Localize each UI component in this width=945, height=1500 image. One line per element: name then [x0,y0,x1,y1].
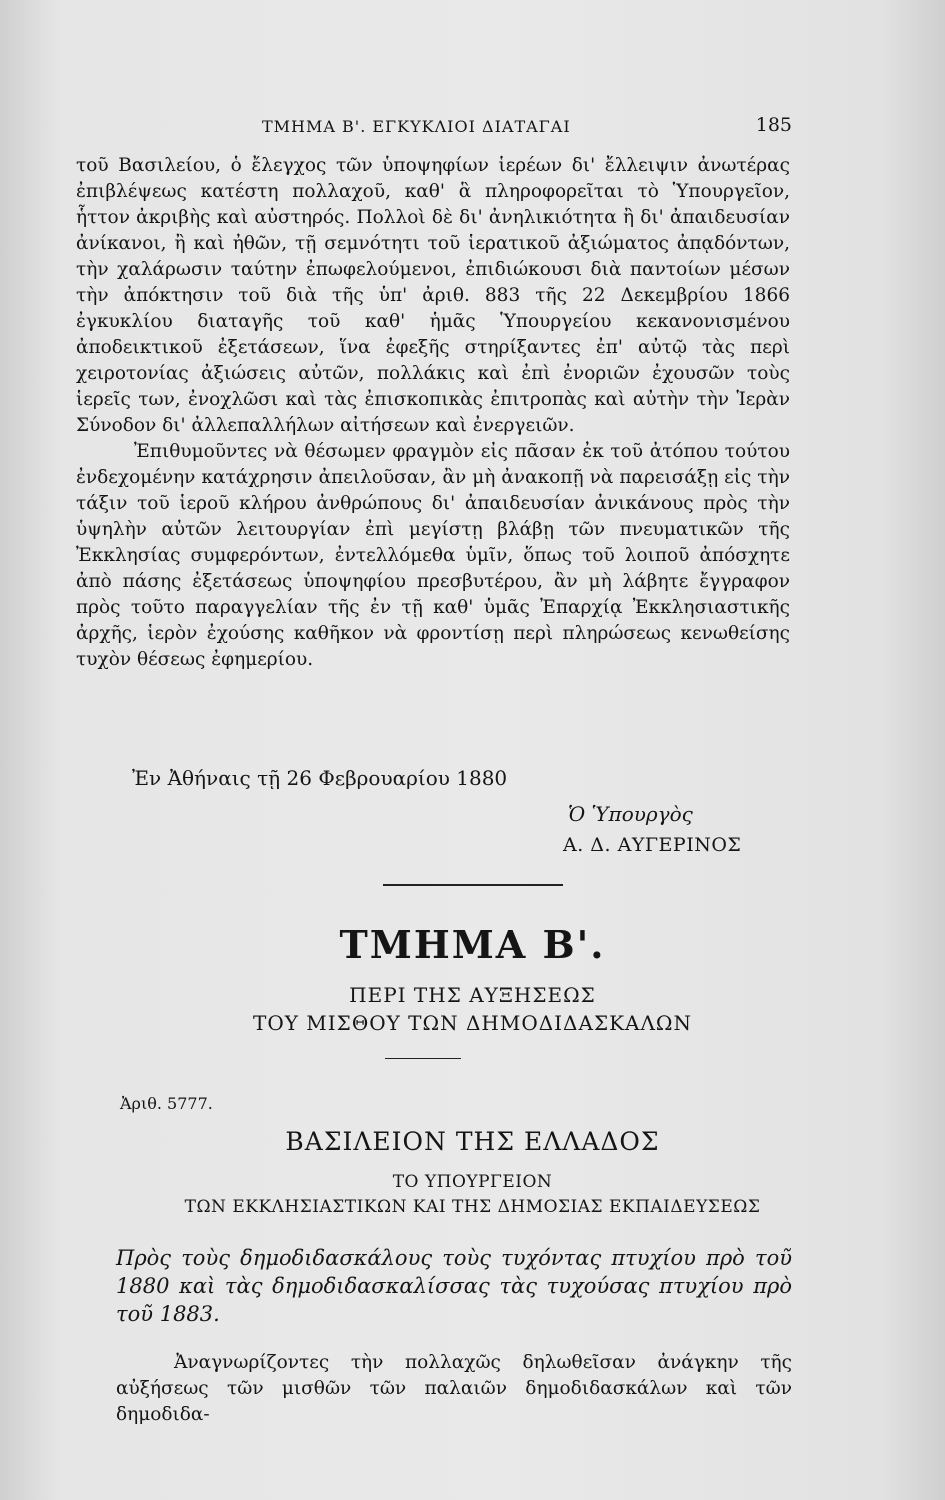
paragraph-2: Ἐπιθυμοῦντες νὰ θέσωμεν φραγμὸν εἰς πᾶσαν ἐκ τοῦ ἀτόπου τούτου ἐνδεχομένην κατάχρησιν ἀπειλοῦσαν, ἂν μὴ ἀνακοπῇ νὰ παρεισάξῃ εἰς τὴν τάξιν τοῦ ἱεροῦ κλήρου ἀνθρώπους δι' ἀπαιδευσίαν ἀνικάνους πρὸς τὴν ὑψηλὴν αὐτῶν λειτουργίαν ἐπὶ μεγίστῃ βλάβῃ τῶν πνευματικῶν τῆς Ἐκκλησίας συμφερόντων, ἐντελλόμεθα ὑμῖν, ὅπως τοῦ λοιποῦ ἀπόσχητε ἀπὸ πάσης ἐξετάσεως ὑποψηφίου πρεσβυτέρου, ἂν μὴ λάβητε ἔγγραφον πρὸς τοῦτο παραγγελίαν τῆς ἐν τῇ καθ' ὑμᾶς Ἐπαρχίᾳ Ἐκκλησιαστικῆς ἀρχῆς, ἱερὸν ἐχούσης καθῆκον νὰ φροντίσῃ περὶ πληρώσεως κενωθείσης τυχὸν θέσεως ἐφημερίου. [76,441,790,670]
addressee-line: Πρὸς τοὺς δημοδιδασκάλους τοὺς τυχόντας πτυχίου πρὸ τοῦ 1880 καὶ τὰς δημοδιδασκαλίσσας τὰς τυχούσας πτυχίου πρὸ τοῦ 1883. [116,1246,792,1326]
circular-body [76,153,790,673]
document-number: Ἀριθ. 5777. [120,1094,213,1113]
page-number: 185 [755,114,792,136]
section-subtitle-line-2: ΤΟΥ ΜΙΣΘΟΥ ΤΩΝ ΔΗΜΟΔΙΔΑΣΚΑΛΩΝ [253,1011,692,1035]
paragraph-3 [116,1350,792,1428]
section-divider [383,884,563,886]
signature-role: Ὁ Ὑπουργὸς [568,802,693,826]
signature-name: Α. Δ. ΑΥΓΕΡΙΝΟΣ [563,834,742,856]
running-title: ΤΜΗΜΑ Β'. ΕΓΚΥΚΛΙΟΙ ΔΙΑΤΑΓΑΙ [262,117,571,136]
section-title: ΤΜΗΜΑ Β'. [339,922,606,967]
short-divider [385,1058,461,1059]
date-line: Ἐν Ἀθήναις τῇ 26 Φεβρουαρίου 1880 [132,766,508,790]
kingdom-heading: ΒΑΣΙΛΕΙΟΝ ΤΗΣ ΕΛΛΑΔΟΣ [285,1127,660,1156]
paragraph-1: τοῦ Βασιλείου, ὁ ἔλεγχος τῶν ὑποψηφίων ἱερέων δι' ἔλλειψιν ἀνωτέρας ἐπιβλέψεως κατέστη πολλαχοῦ, καθ' ἃ πληροφορεῖται τὸ Ὑπουργεῖον, ἧττον ἀκριβὴς καὶ αὐστηρός. Πολλοὶ δὲ δι' ἀνηλικιότητα ἢ δι' ἀπαιδευσίαν ἀνίκανοι, ἢ καὶ ἠθῶν, τῇ σεμνότητι τοῦ ἱερατικοῦ ἀξιώματος ἀπᾳδόντων, τὴν χαλάρωσιν ταύτην ἐπωφελούμενοι, ἐπιδιώκουσι διὰ παντοίων μέσων τὴν ἀπόκτησιν τοῦ διὰ τῆς ὑπ' ἀριθ. 883 τῆς 22 Δεκεμβρίου 1866 ἐγκυκλίου διαταγῆς τοῦ καθ' ἡμᾶς Ὑπουργείου κεκανονισμένου ἀποδεικτικοῦ ἐξετάσεων, ἵνα ἐφεξῆς στηρίξαντες ἐπ' αὐτῷ τὰς περὶ χειροτονίας ἀξιώσεις αὐτῶν, πολλάκις καὶ ἐπὶ ἐνοριῶν ἐχουσῶν τοὺς ἱερεῖς των, ἐνοχλῶσι καὶ τὰς ἐπισκοπικὰς ἐπιτροπὰς καὶ αὐτὴν τὴν Ἱερὰν Σύνοδον δι' ἀλλεπαλλήλων αἰτήσεων καὶ ἐνεργειῶν. [76,155,790,436]
page-header [262,114,792,139]
ministry-line-1: ΤΟ ΥΠΟΥΡΓΕΙΟΝ [392,1172,553,1192]
section-subtitle-line-1: ΠΕΡΙ ΤΗΣ ΑΥΞΗΣΕΩΣ [349,983,596,1007]
paragraph-3-text: Ἀναγνωρίζοντες τὴν πολλαχῶς δηλωθεῖσαν ἀνάγκην τῆς αὐξήσεως τῶν μισθῶν τῶν παλαιῶν δημοδιδασκάλων καὶ τῶν δημοδιδα- [116,1352,792,1425]
ministry-line-2: ΤΩΝ ΕΚΚΛΗΣΙΑΣΤΙΚΩΝ ΚΑΙ ΤΗΣ ΔΗΜΟΣΙΑΣ ΕΚΠΑΙΔΕΥΣΕΩΣ [184,1197,761,1217]
